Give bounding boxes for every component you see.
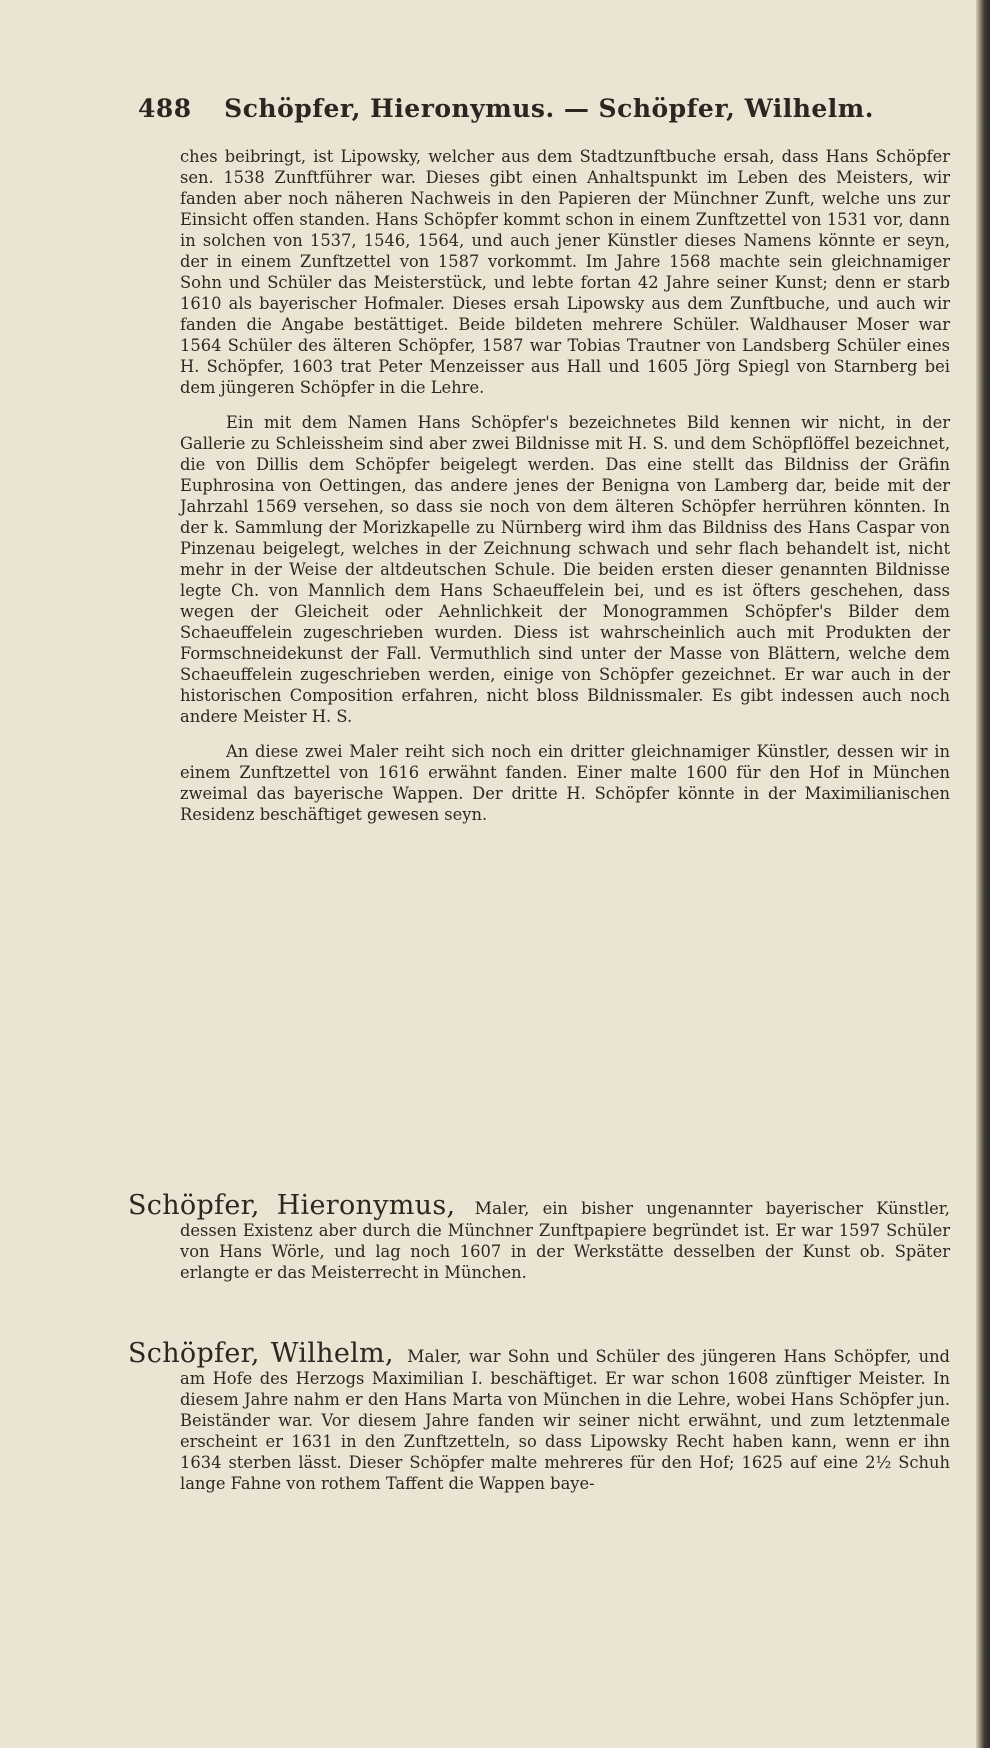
entry-body (128, 1338, 950, 1494)
paragraph-paintings: Ein mit dem Namen Hans Schöpfer's bezeichnetes Bild kennen wir nicht, in der Gallerie zu Schleissheim sind aber zwei Bildnisse mit H. S. und dem Schöpflöffel bezeichnet, die von Dillis dem Schöpfer beigelegt werden. Das eine stellt das Bildniss der Gräfin Euphrosina von Oettingen, das andere jenes der Benigna von Lamberg dar, beide mit der Jahrzahl 1569 versehen, so dass sie noch von dem älteren Schöpfer herrühren könnten. In der k. Sammlung der Morizkapelle zu Nürnberg wird ihm das Bildniss des Hans Caspar von Pinzenau beigelegt, welches in der Zeichnung schwach und sehr flach behandelt ist, nicht mehr in der Weise der altdeutschen Schule. Die beiden ersten dieser genannten Bildnisse legte Ch. von Mannlich dem Hans Schaeuffelein bei, und es ist öfters geschehen, dass wegen der Gleicheit oder Aehnlichkeit der Monogrammen Schöpfer's Bilder dem Schaeuffelein zugeschrieben wurden. Diess ist wahrscheinlich auch mit Produkten der Formschneidekunst der Fall. Vermuthlich sind unter der Masse von Blättern, welche dem Schaeuffelein zugeschrieben werden, einige von Schöpfer gezeichnet. Er war auch in der historischen Composition erfahren, nicht bloss Bildnissmaler. Es gibt indessen auch noch andere Meister H. S. (180, 413, 950, 726)
entry-text: war Sohn und Schüler des jüngeren Hans Schöpfer, und am Hofe des Herzogs Maximilian I. beschäftiget. Er war schon 1608 zünftiger Meister. In diesem Jahre nahm er den Hans Marta von München in die Lehre, wobei Hans Schöpfer jun. Beiständer war. Vor diesem Jahre fanden wir seiner nicht erwähnt, und zum letztenmale erscheint er 1631 in den Zunftzetteln, so dass Lipowsky Recht haben kann, wenn er ihn 1634 sterben lässt. Dieser Schöpfer malte mehreres für den Hof; 1625 auf eine 2½ Schuh lange Fahne von rothem Taffent die Wappen baye- (180, 1347, 950, 1493)
entry-title: Schöpfer, Hieronymus, (128, 1190, 456, 1221)
entry-wilhelm (128, 1338, 950, 1494)
entry-body (128, 1190, 950, 1283)
running-title: Schöpfer, Hieronymus. — Schöpfer, Wilhelm. (224, 94, 874, 123)
page-edge-shadow (976, 0, 990, 1748)
paragraph-continued: ches beibringt, ist Lipowsky, welcher aus dem Stadtzunftbuche ersah, dass Hans Schöpfer sen. 1538 Zunftführer war. Dieses gibt einen Anhaltspunkt im Leben des Meisters, wir fanden aber noch näheren Nachweis in den Papieren der Münchner Zunft, welche uns zur Einsicht offen standen. Hans Schöpfer kommt schon in einem Zunftzettel von 1531 vor, dann in solchen von 1537, 1546, 1564, und auch jener Künstler dieses Namens könnte er seyn, der in einem Zunftzettel von 1587 vorkommt. Im Jahre 1568 machte sein gleichnamiger Sohn und Schüler das Meisterstück, und lebte fortan 42 Jahre seiner Kunst; denn er starb 1610 als bayerischer Hofmaler. Dieses ersah Lipowsky aus dem Zunftbuche, und auch wir fanden die Angabe bestättiget. Beide bildeten mehrere Schüler. Waldhauser Moser war 1564 Schüler des älteren Schöpfer, 1587 war Tobias Trautner von Landsberg Schüler eines H. Schöpfer, 1603 trat Peter Menzeisser aus Hall und 1605 Jörg Spiegl von Starnberg bei dem jüngeren Schöpfer in die Lehre. (180, 147, 950, 397)
entry-text: ein bisher ungenannter bayerischer Künstler, dessen Existenz aber durch die Münchner Zunftpapiere begründet ist. Er war 1597 Schüler von Hans Wörle, und lag noch 1607 in der Werkstätte desselben der Kunst ob. Später erlangte er das Meisterrecht in München. (180, 1199, 950, 1282)
entry-lead: Maler, (407, 1347, 462, 1367)
entry-lead: Maler, (474, 1199, 530, 1219)
continuation-text (180, 146, 950, 825)
entry-title: Schöpfer, Wilhelm, (128, 1338, 394, 1369)
entry-hieronymus (128, 1190, 950, 1283)
paragraph-third-master: An diese zwei Maler reiht sich noch ein dritter gleichnamiger Künstler, dessen wir in einem Zunftzettel von 1616 erwähnt fanden. Einer malte 1600 für den Hof in München zweimal das bayerische Wappen. Der dritte H. Schöpfer könnte in der Maximilianischen Residenz beschäftiget gewesen seyn. (180, 742, 950, 824)
page-header (138, 94, 874, 123)
page-number: 488 (138, 94, 192, 123)
